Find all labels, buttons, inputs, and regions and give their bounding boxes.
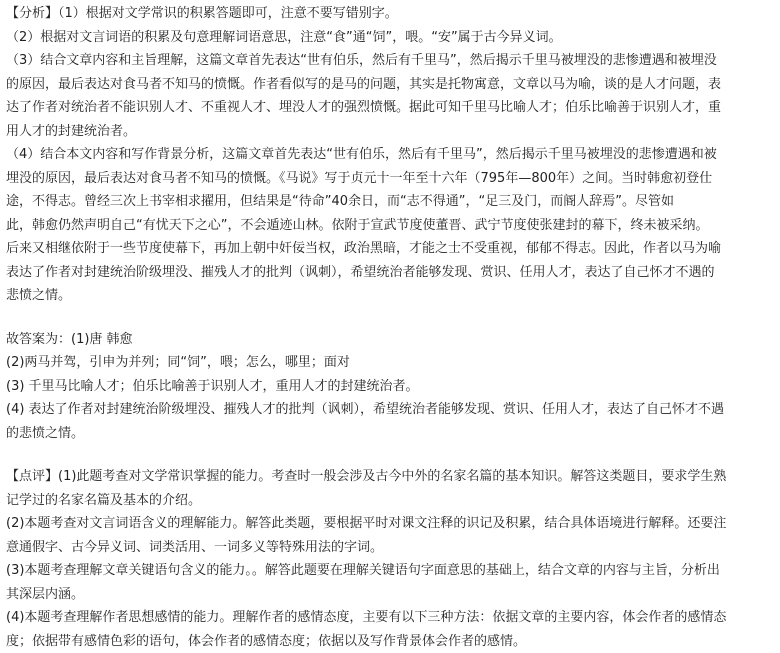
- text-line: (3) 千里马比喻人才；伯乐比喻善于识别人才，重用人才的封建统治者。: [6, 375, 774, 399]
- answer-section: [6, 328, 774, 446]
- text-line: 故答案为：(1)唐 韩愈: [6, 328, 774, 352]
- text-line: 途，不得志。曾经三次上书宰相求擢用，但结果是“待命”40余日，而“志不得通”，“足三及门，而阍人辞焉”。尽管如: [6, 190, 774, 214]
- text-line: 【分析】（1）根据对文学常识的积累答题即可，注意不要写错别字。: [6, 2, 774, 26]
- text-line: 意通假字、古今异义词、词类活用、一词多义等特殊用法的字词。: [6, 536, 774, 560]
- text-line: 记学过的名家名篇及基本的介绍。: [6, 489, 774, 513]
- text-line: (4) 表达了作者对封建统治阶级埋没、摧残人才的批判（讽刺），希望统治者能够发现、赏识、任用人才，表达了自己怀才不遇: [6, 398, 774, 422]
- text-line: (2)两马并驾，引申为并列；同“饲”，喂；怎么，哪里；面对: [6, 351, 774, 375]
- text-line: 的悲愤之情。: [6, 422, 774, 446]
- text-line: (4)本题考查理解作者思想感情的能力。理解作者的感情态度，主要有以下三种方法：依据文章的主要内容，体会作者的感情态: [6, 606, 774, 630]
- section-gap: [6, 308, 774, 328]
- text-line: 后来又相继依附于一些节度使幕下，再加上朝中奸佞当权，政治黑暗，才能之士不受重视，郁郁不得志。因此，作者以马为喻: [6, 237, 774, 261]
- text-line: 悲愤之情。: [6, 284, 774, 308]
- text-line: 度；依据带有感情色彩的语句，体会作者的感情态度；依据以及写作背景体会作者的感情。: [6, 630, 774, 653]
- text-line: （4）结合本文内容和写作背景分析，这篇文章首先表达“世有伯乐，然后有千里马”，然后揭示千里马被埋没的悲惨遭遇和被: [6, 143, 774, 167]
- text-line: （2）根据对文言词语的积累及句意理解词语意思，注意“食”通“饲”，喂。“安”属于古今异义词。: [6, 26, 774, 50]
- text-line: 达了作者对统治者不能识别人才、不重视人才、埋没人才的强烈愤慨。据此可知千里马比喻人才；伯乐比喻善于识别人才，重: [6, 96, 774, 120]
- text-line: （3）结合文章内容和主旨理解，这篇文章首先表达“世有伯乐，然后有千里马”，然后揭示千里马被埋没的悲惨遭遇和被埋没: [6, 49, 774, 73]
- text-line: 用人才的封建统治者。: [6, 120, 774, 144]
- text-line: (3)本题考查理解文章关键语句含义的能力。。解答此题要在理解关键语句字面意思的基础上，结合文章的内容与主旨，分析出: [6, 559, 774, 583]
- text-line: 此，韩愈仍然声明自己“有忧天下之心”，不会遁迹山林。依附于宣武节度使董晋、武宁节度使张建封的幕下，终未被采纳。: [6, 214, 774, 238]
- text-line: 其深层内涵。: [6, 583, 774, 607]
- text-line: 【点评】(1)此题考查对文学常识掌握的能力。考查时一般会涉及古今中外的名家名篇的基本知识。解答这类题目，要求学生熟: [6, 465, 774, 489]
- text-line: 埋没的原因，最后表达对食马者不知马的愤慨。《马说》写于贞元十一年至十六年（795年—800年）之间。当时韩愈初登仕: [6, 167, 774, 191]
- commentary-section: [6, 465, 774, 653]
- text-line: 表达了作者对封建统治阶级埋没、摧残人才的批判（讽刺），希望统治者能够发现、赏识、任用人才，表达了自己怀才不遇的: [6, 261, 774, 285]
- analysis-section: [6, 2, 774, 308]
- text-line: 的原因，最后表达对食马者不知马的愤慨。作者看似写的是马的问题，其实是托物寓意，文章以马为喻，谈的是人才问题，表: [6, 73, 774, 97]
- text-line: (2)本题考查对文言词语含义的理解能力。解答此类题，要根据平时对课文注释的识记及积累，结合具体语境进行解释。还要注: [6, 512, 774, 536]
- section-gap: [6, 445, 774, 465]
